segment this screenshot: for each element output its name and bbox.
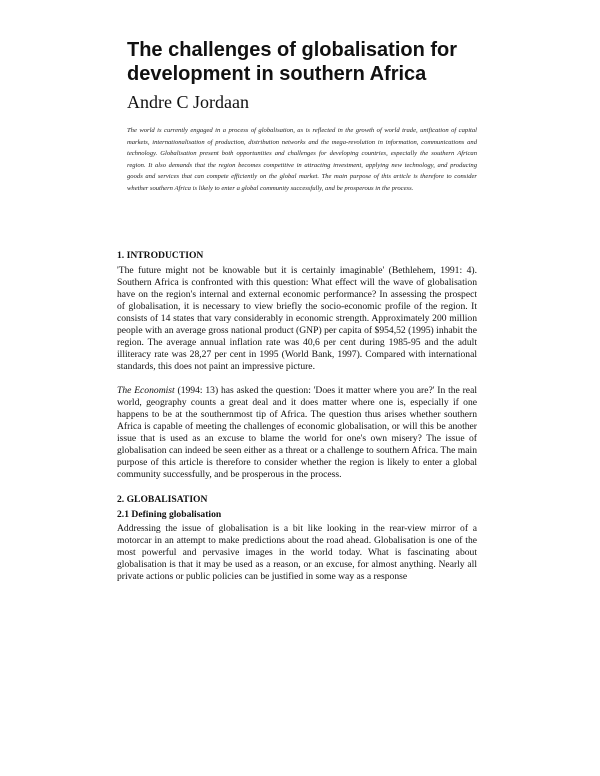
globalisation-paragraph-1: Addressing the issue of globalisation is a bit like looking in the rear-view mirror of a motorcar in an attempt to make predictions about the road ahead. Globalisation is one of the most powerful and pervasive images in the world today. What is fascinating about globalisation is that it may be used as a reason, or an excuse, for almost anything. Nearly all private actions or public policies can be justified in some way as a response <box>117 523 477 582</box>
paper-abstract: The world is currently engaged in a process of globalisation, as is reflected in the growth of world trade, unification of capital markets, internationalisation of production, distribution networks and the mega-revolution in information, communications and technology. Globalisation present both opportunities and challenges for developing countries, especially the southern African region. It also demands that the region becomes competitive in attracting investment, applying new technology, and producing goods and services that can compete efficiently on the global market. The main purpose of this article is therefore to consider whether southern Africa is likely to enter a global community successfully, and be prosperous in the process. <box>127 127 477 192</box>
section-globalisation <box>117 494 477 583</box>
introduction-paragraph-1: 'The future might not be knowable but it is certainly imaginable' (Bethlehem, 1991: 4). Southern Africa is confronted with this question: What effect will the wave of globalisation have on the region's internal and external economic performance? In assessing the prospect of globalisation, it is necessary to view briefly the socio-economic profile of the region. It consists of 14 states that vary considerably in economic strength. Approximately 200 million people with an average gross national product (GNP) per capita of $954,52 (1995) inhabit the region. The average annual inflation rate was 40,6 per cent during 1985-95 and the adult illiteracy rate was 28,27 per cent in 1995 (World Bank, 1997). Compared with international standards, this does not paint an impressive picture. <box>117 265 477 372</box>
section-introduction <box>117 250 477 481</box>
section-heading-globalisation: 2. GLOBALISATION <box>117 494 208 505</box>
subsection-heading-defining-globalisation: 2.1 Defining globalisation <box>117 509 222 520</box>
introduction-paragraph-2-text: (1994: 13) has asked the question: 'Does it matter where you are?' In the real world, geography counts a great deal and it does matter where one is, especially if one happens to be at the southernmost tip of Africa. The question thus arises whether southern Africa is capable of meeting the challenges of economic globalisation, or will this be another issue that is used as an excuse to blame the world for one's own misery? The issue of globalisation can indeed be seen either as a threat or a challenge to southern Africa. The main purpose of this article is therefore to consider whether the region is likely to enter a global community successfully, and be prosperous in the process. <box>117 385 477 480</box>
cited-source: The Economist <box>117 385 175 396</box>
introduction-paragraph-2 <box>117 385 477 481</box>
paper-author: Andre C Jordaan <box>127 92 249 112</box>
section-heading-introduction: 1. INTRODUCTION <box>117 250 204 261</box>
paper-title: The challenges of globalisation for development in southern Africa <box>127 39 458 85</box>
